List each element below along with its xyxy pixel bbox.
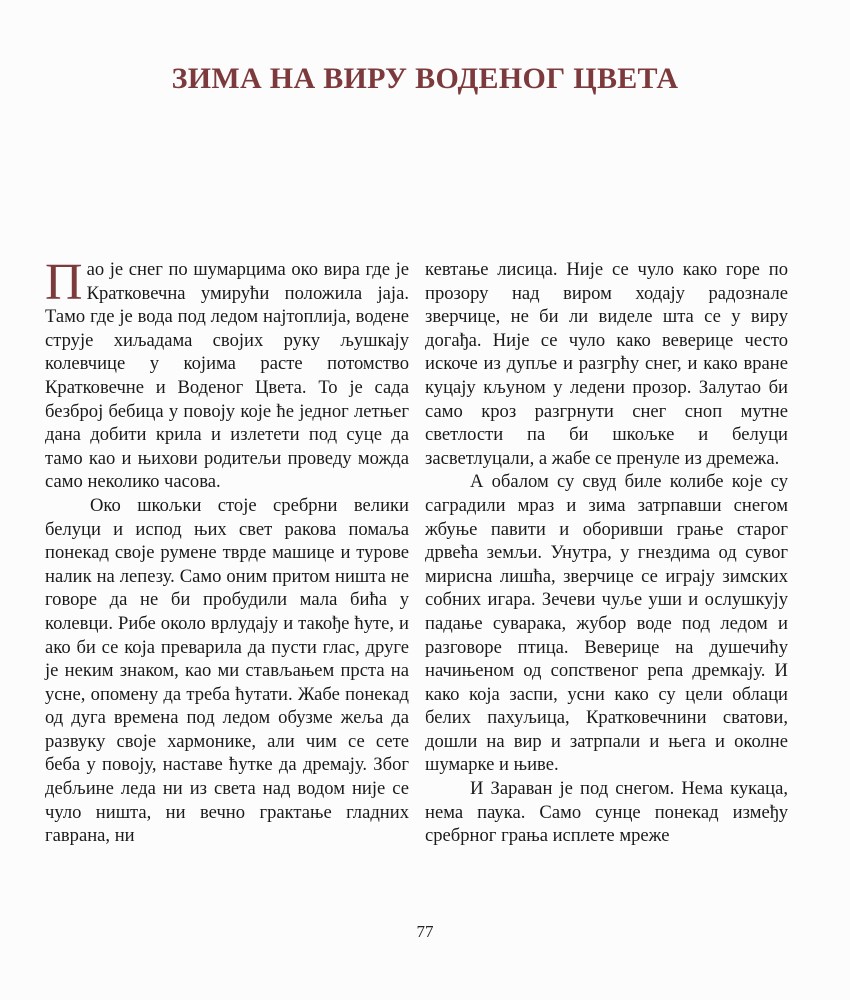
paragraph-1	[45, 254, 409, 494]
paragraph-continued: кевтање лисица. Није се чуло како горе по прозору над виром ходају радознале зверчице, не би ли виделе шта се у виру догађа. Није се чуло како веверице често искоче из дупље и разгрћу снег, и како вране куцају кљуном у ледени прозор. Залутао би само кроз разгрнути снег сноп мутне светлости па би шкољке и белуци засветлуцали, а жабе се пренуле из дремежа.	[425, 259, 788, 469]
paragraph-3: А обалом су свуд биле колибе које су саградили мраз и зима затрпавши снегом жбуње павити и оборивши грање старог дрвећа земљи. Унутра, у гнездима од сувог мирисна лишћа, зверчице се играју зимских собних игара. Зечеви чуље уши и ослушкују падање суварака, жубор воде под ледом и разговоре птица. Веверице на душечићу начињеном од сопственог репа дремкају. И како која заспи, усни како су цели облаци белих пахуљица, Кратковечнини сватови, дошли на вир и затрпали и њега и околне шумарке и њиве.	[425, 471, 788, 776]
drop-cap: П	[45, 254, 83, 311]
paragraph-2: Око шкољки стоје сребрни велики белуци и испод њих свет ракова помаља понекад своје румене тврде машице и турове налик на лепезу. Само оним притом ништа не говоре да не би пробудили мала бића у колевци. Рибе около врлудају и такође ћуте, и ако би се која преварила да пусти глас, друге је неким знаком, као ми стављањем прста на усне, опомену да треба ћутати. Жабе понекад од дуга времена под ледом обузме жеља да развуку своје хармонике, али чим се сете беба у повоју, наставе ћутке да дремају. Због дебљине леда ни из света над водом није се чуло ништа, ни вечно грактање гладних гаврана, ни	[45, 494, 409, 847]
right-column	[425, 258, 788, 848]
page-number: 77	[416, 922, 434, 941]
paragraph-4: И Зараван је под снегом. Нема кукаца, нема паука. Само сунце понекад између сребрног грања исплете мреже	[425, 778, 788, 847]
paragraph-1-text: ао је снег по шумарцима око вира где је Кратковечна умирући положила јаја. Тамо где је вода под ледом најтоплија, водене струје хиљадама својих руку љушкају колевчице у којима расте потомство Кратковечне и Воденог Цвета. То је сада безброј бебица у повоју које ће једног летњег дана добити крила и излетети под суце да тамо као и њихови родитељи проведу можда само неколико часова.	[45, 259, 409, 493]
left-column	[45, 254, 409, 848]
page-title: ЗИМА НА ВИРУ ВОДЕНОГ ЦВЕТА	[171, 62, 679, 95]
